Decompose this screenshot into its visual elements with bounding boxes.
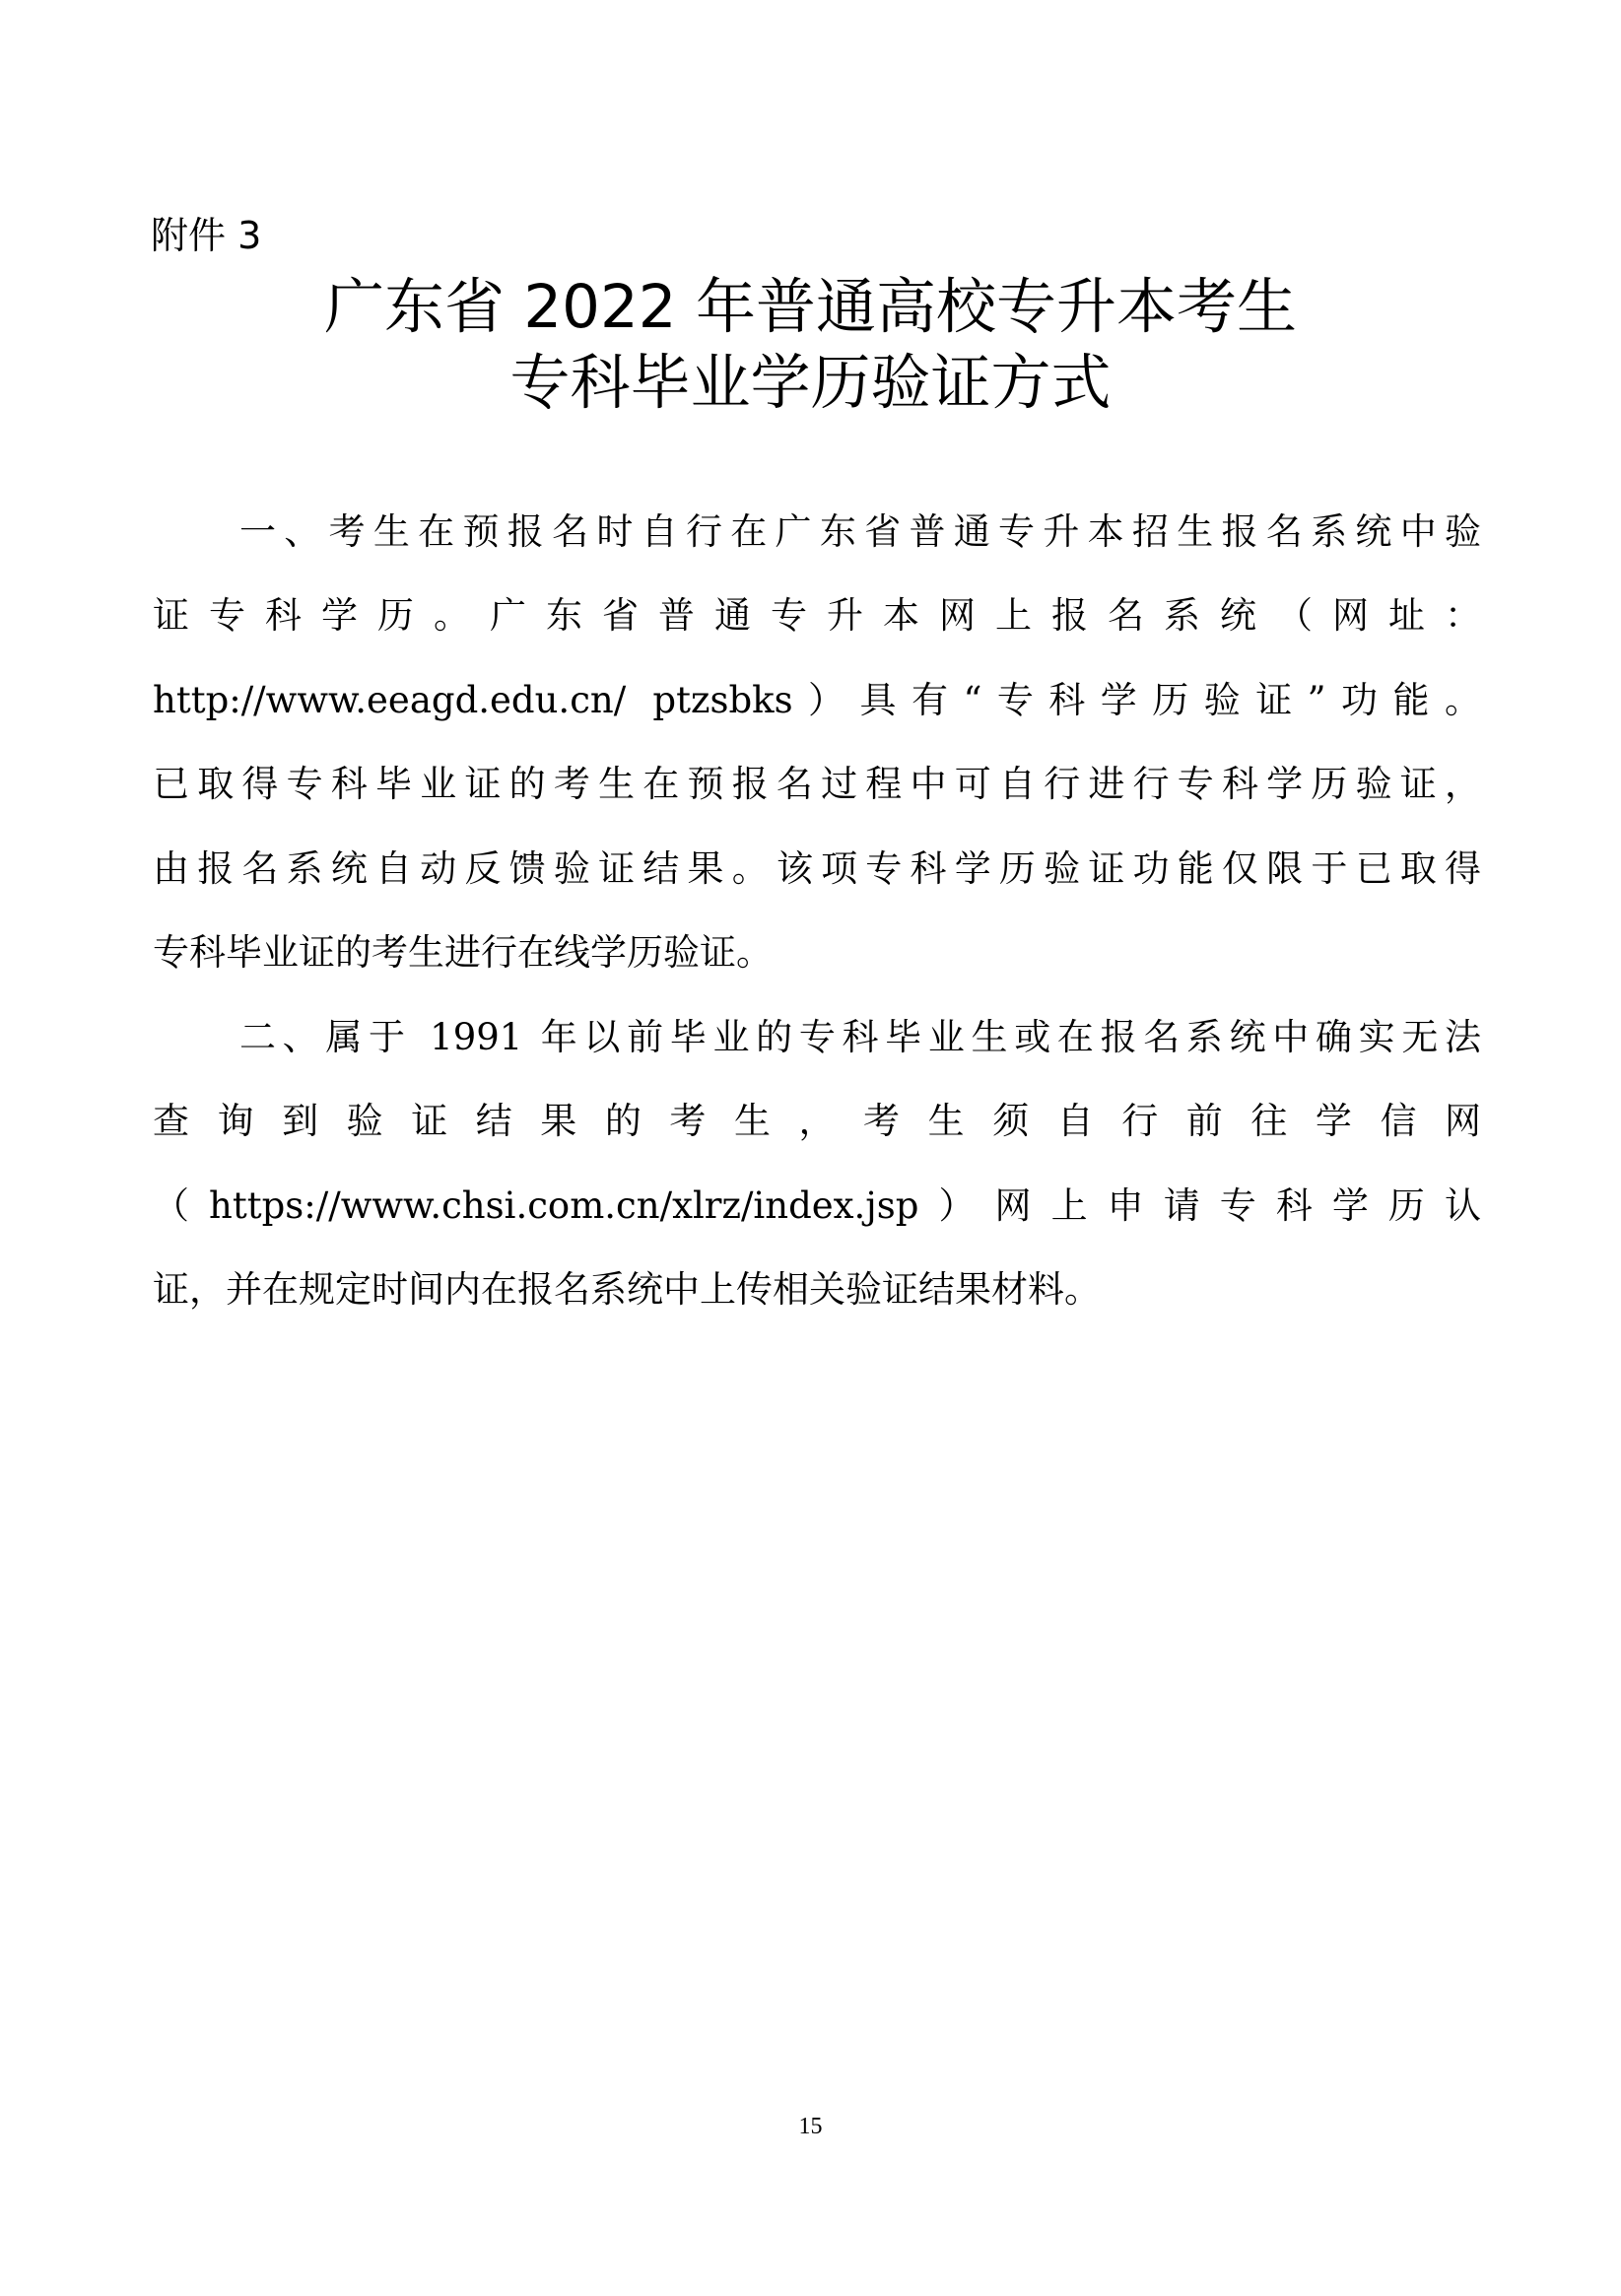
section2-line-2: 查询到验证结果的考生，考生须自行前往学信网 — [153, 1100, 1481, 1142]
section2-line-1: 二、属于 1991 年以前毕业的专科毕业生或在报名系统中确实无法 — [239, 1016, 1481, 1058]
section1-line-2: 证专科学历。广东省普通专升本网上报名系统（网址： — [153, 594, 1481, 637]
section2-line-4: 证，并在规定时间内在报名系统中上传相关验证结果材料。 — [153, 1268, 1101, 1311]
attachment-label: 附件 3 — [151, 214, 262, 257]
document-title-line-1: 广东省 2022 年普通高校专升本考生 — [323, 272, 1298, 342]
section1-line-1: 一、考生在预报名时自行在广东省普通专升本招生报名系统中验 — [239, 510, 1481, 553]
section1-line-5: 由报名系统自动反馈验证结果。该项专科学历验证功能仅限于已取得 — [153, 847, 1481, 890]
section2-line-3: （https://www.chsi.com.cn/xlrz/index.jsp）网上申请专科学历认 — [153, 1184, 1481, 1227]
page-number: 15 — [798, 2114, 823, 2139]
section1-line-6: 专科毕业证的考生进行在线学历验证。 — [153, 931, 773, 974]
section1-line-3: http://www.eeagd.edu.cn/ ptzsbks）具有“专科学历验证”功能。 — [153, 679, 1481, 721]
section1-line-4: 已取得专科毕业证的考生在预报名过程中可自行进行专科学历验证， — [153, 763, 1481, 805]
document-title-line-2: 专科毕业学历验证方式 — [509, 348, 1112, 418]
